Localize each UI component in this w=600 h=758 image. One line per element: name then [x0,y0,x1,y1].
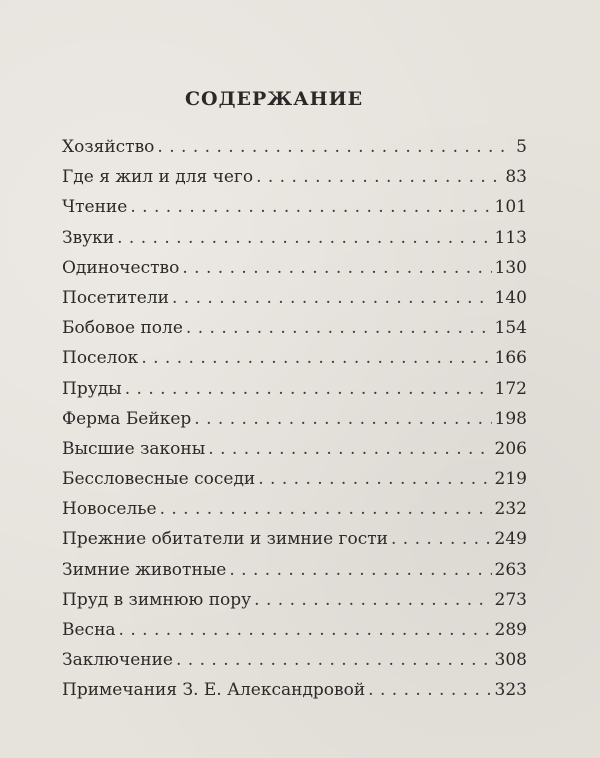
dot-leader [160,499,492,519]
toc-entry-page: 83 [505,167,527,188]
toc-entry-page: 308 [494,650,527,671]
toc-entry-page: 232 [494,499,527,520]
dot-leader [391,529,492,549]
toc-entry [62,137,527,167]
toc-entry-title: Новоселье [62,499,157,520]
toc-entry [62,379,527,409]
toc-entry [62,288,527,318]
toc-entry [62,228,527,258]
toc-entry [62,620,527,650]
toc-entry [62,409,527,439]
toc-entry-title: Примечания З. Е. Александровой [62,680,366,701]
toc-entry-page: 101 [494,197,527,218]
toc-entry-page: 113 [494,227,527,248]
toc-entry-page: 198 [494,408,527,429]
toc-entry-title: Где я жил и для чего [62,167,254,188]
toc-entry-title: Пруды [62,378,122,399]
toc-entry [62,560,527,590]
toc-entry-page: 273 [494,589,527,610]
toc-entry [62,499,527,529]
toc-entry-page: 219 [494,469,527,490]
toc-entry [62,469,527,499]
toc-entry-page: 140 [494,287,527,308]
dot-leader [125,379,492,399]
toc-entry [62,590,527,620]
dot-leader [254,590,491,610]
dot-leader [368,680,491,700]
toc-entry [62,348,527,378]
dot-leader [176,650,492,670]
dot-leader [194,409,491,429]
toc-entry-page: 154 [494,318,527,339]
toc-entry [62,318,527,348]
dot-leader [117,228,491,248]
toc-entry-title: Посетители [62,287,169,308]
toc-entry [62,680,527,710]
toc-entry-title: Высшие законы [62,438,206,459]
toc-entry-page: 172 [494,378,527,399]
dot-leader [258,469,491,489]
dot-leader [182,258,491,278]
dot-leader [141,348,491,368]
dot-leader [130,197,491,217]
toc-entry-title: Бессловесные соседи [62,469,256,490]
toc-entry [62,650,527,680]
toc-entry-page: 289 [494,620,527,640]
dot-leader [186,318,492,338]
page-title: СОДЕРЖАНИЕ [184,88,364,110]
toc-entry-page: 249 [494,529,527,550]
dot-leader [229,560,491,580]
toc-entry-page: 166 [494,348,527,369]
toc-entry-title: Зимние животные [62,559,227,580]
toc-entry-page: 5 [516,137,527,157]
toc-entry-title: Хозяйство [62,137,155,157]
toc-entry [62,167,527,197]
toc-entry-page: 130 [494,257,527,278]
toc-entry-title: Пруд в зимнюю пору [62,589,252,610]
dot-leader [172,288,492,308]
dot-leader [208,439,491,459]
toc-entry [62,529,527,559]
toc-entry-title: Весна [62,620,116,640]
toc-entry-title: Поселок [62,348,139,369]
toc-entry-title: Одиночество [62,257,180,278]
toc-entry-title: Прежние обитатели и зимние гости [62,529,388,550]
toc-entry-title: Заключение [62,650,173,671]
toc-entry-page: 323 [494,680,527,701]
toc-entry-title: Звуки [62,227,115,248]
toc-entry-page: 263 [494,559,527,580]
toc-entry [62,439,527,469]
toc-entry-title: Бобовое поле [62,318,183,339]
toc-entry [62,197,527,227]
table-of-contents [62,137,527,711]
toc-entry-title: Чтение [62,197,128,218]
toc-entry-title: Ферма Бейкер [62,408,192,429]
dot-leader [157,137,513,157]
toc-entry [62,258,527,288]
dot-leader [256,167,502,187]
dot-leader [119,620,492,640]
toc-entry-page: 206 [494,438,527,459]
